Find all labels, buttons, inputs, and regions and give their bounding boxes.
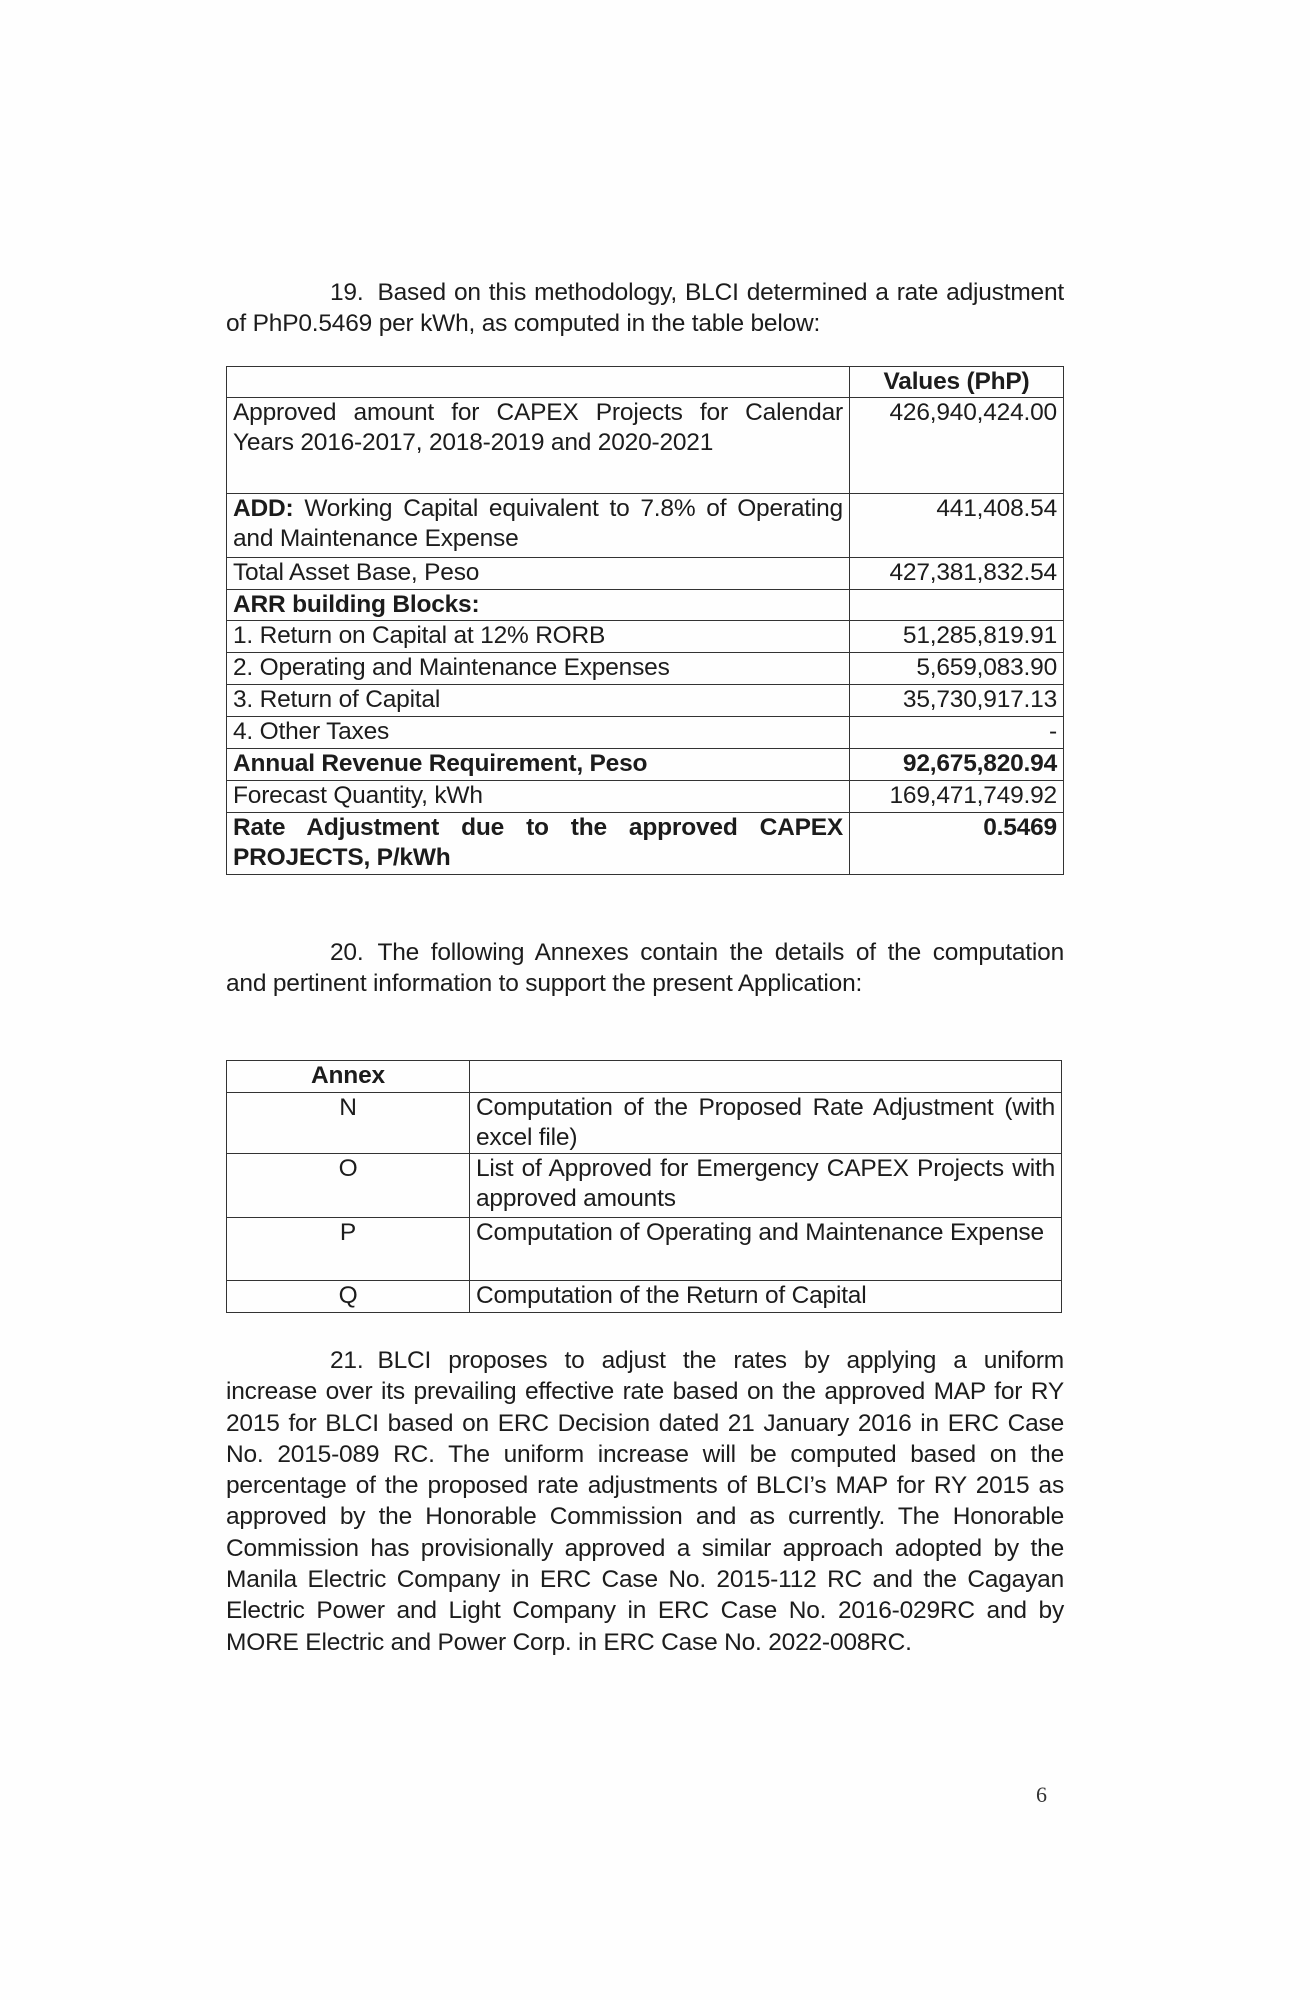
annex-table bbox=[226, 1060, 1062, 1313]
table-header-row bbox=[227, 1061, 1062, 1093]
annex-letter: Q bbox=[227, 1281, 470, 1313]
paragraph-number: 21. bbox=[330, 1347, 364, 1374]
row-label-text: Working Capital equivalent to 7.8% of Operating and Maintenance Expense bbox=[233, 495, 843, 552]
row-value: 169,471,749.92 bbox=[850, 781, 1064, 813]
header-label-cell bbox=[227, 367, 850, 398]
row-value: 92,675,820.94 bbox=[850, 749, 1064, 781]
table-row bbox=[227, 813, 1064, 875]
row-label: 1. Return on Capital at 12% RORB bbox=[227, 621, 850, 653]
header-description-cell bbox=[470, 1061, 1062, 1093]
table-row bbox=[227, 1281, 1062, 1313]
rate-computation-table bbox=[226, 366, 1064, 875]
table-header-row bbox=[227, 367, 1064, 398]
row-value bbox=[850, 590, 1064, 621]
table-row bbox=[227, 749, 1064, 781]
row-label: ARR building Blocks: bbox=[227, 590, 850, 621]
annex-description: Computation of the Return of Capital bbox=[470, 1281, 1062, 1313]
annex-description: Computation of the Proposed Rate Adjustment (with excel file) bbox=[470, 1093, 1062, 1154]
row-value: 441,408.54 bbox=[850, 494, 1064, 558]
paragraph-number: 20. bbox=[330, 939, 364, 966]
paragraph-19 bbox=[226, 277, 1064, 340]
table-row bbox=[227, 685, 1064, 717]
row-label: Forecast Quantity, kWh bbox=[227, 781, 850, 813]
page-number: 6 bbox=[1036, 1782, 1047, 1807]
annex-letter: N bbox=[227, 1093, 470, 1154]
table-row bbox=[227, 1093, 1062, 1154]
row-value: - bbox=[850, 717, 1064, 749]
table-row bbox=[227, 398, 1064, 494]
paragraph-20 bbox=[226, 937, 1064, 1000]
row-label: Annual Revenue Requirement, Peso bbox=[227, 749, 850, 781]
table-row bbox=[227, 494, 1064, 558]
annex-description: List of Approved for Emergency CAPEX Projects with approved amounts bbox=[470, 1154, 1062, 1218]
table-row bbox=[227, 717, 1064, 749]
row-label-prefix: ADD: bbox=[233, 495, 294, 522]
table-row bbox=[227, 621, 1064, 653]
paragraph-text: The following Annexes contain the details of the computation and pertinent information to support the present Application: bbox=[226, 939, 1064, 998]
table-row bbox=[227, 590, 1064, 621]
paragraph-number: 19. bbox=[330, 279, 364, 306]
annex-letter: P bbox=[227, 1218, 470, 1281]
row-value: 0.5469 bbox=[850, 813, 1064, 875]
row-value: 51,285,819.91 bbox=[850, 621, 1064, 653]
row-label: 3. Return of Capital bbox=[227, 685, 850, 717]
annex-description: Computation of Operating and Maintenance Expense bbox=[470, 1218, 1062, 1281]
row-value: 426,940,424.00 bbox=[850, 398, 1064, 494]
row-label: Approved amount for CAPEX Projects for Calendar Years 2016-2017, 2018-2019 and 2020-2021 bbox=[227, 398, 850, 494]
row-label: 2. Operating and Maintenance Expenses bbox=[227, 653, 850, 685]
paragraph-text: Based on this methodology, BLCI determined a rate adjustment of PhP0.5469 per kWh, as computed in the table below: bbox=[226, 279, 1064, 338]
paragraph-text: BLCI proposes to adjust the rates by applying a uniform increase over its prevailing effective rate based on the approved MAP for RY 2015 for BLCI based on ERC Decision dated 21 January 2016 in ERC Case No. 2015-089 RC. The uniform increase will be computed based on the percentage of the proposed rate adjustments of BLCI’s MAP for RY 2015 as approved by the Honorable Commission and as currently. The Honorable Commission has provisionally approved a similar approach adopted by the Manila Electric Company in ERC Case No. 2015-112 RC and the Cagayan Electric Power and Light Company in ERC Case No. 2016-029RC and by MORE Electric and Power Corp. in ERC Case No. 2022-008RC. bbox=[226, 1347, 1064, 1656]
row-label: Total Asset Base, Peso bbox=[227, 558, 850, 590]
table-row bbox=[227, 781, 1064, 813]
row-label: Rate Adjustment due to the approved CAPEX PROJECTS, P/kWh bbox=[227, 813, 850, 875]
table-row bbox=[227, 1154, 1062, 1218]
row-value: 35,730,917.13 bbox=[850, 685, 1064, 717]
row-value: 5,659,083.90 bbox=[850, 653, 1064, 685]
row-value: 427,381,832.54 bbox=[850, 558, 1064, 590]
row-label: 4. Other Taxes bbox=[227, 717, 850, 749]
header-annex-cell: Annex bbox=[227, 1061, 470, 1093]
row-label bbox=[227, 494, 850, 558]
header-values-cell: Values (PhP) bbox=[850, 367, 1064, 398]
paragraph-21 bbox=[226, 1345, 1064, 1658]
table-row bbox=[227, 653, 1064, 685]
table-row bbox=[227, 558, 1064, 590]
annex-letter: O bbox=[227, 1154, 470, 1218]
table-row bbox=[227, 1218, 1062, 1281]
